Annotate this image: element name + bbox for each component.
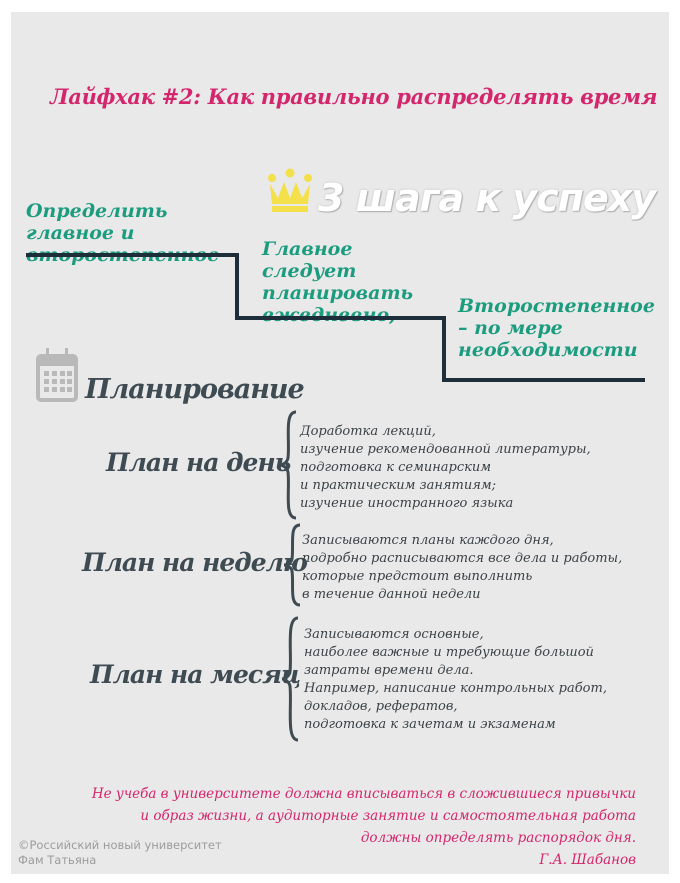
quote-line: и образ жизни, а аудиторные занятие и самостоятельная работа xyxy=(140,808,636,824)
plan-week-line: в течение данной недели xyxy=(302,587,481,602)
plan-day-description xyxy=(300,423,591,513)
plan-day-line: изучение рекомендованной литературы, xyxy=(300,442,591,457)
plan-day-line: и практическим занятиям; xyxy=(300,478,496,493)
plan-day-line: Доработка лекций, xyxy=(300,424,436,439)
steps-heading: 3 шага к успеху xyxy=(318,176,656,220)
plan-week-line: которые предстоит выполнить xyxy=(302,569,533,584)
plan-month-brace xyxy=(280,616,302,742)
plan-month-description xyxy=(304,626,607,734)
page-title: Лайфхак #2: Как правильно распределять время xyxy=(50,84,658,109)
copyright-watermark xyxy=(18,838,222,868)
copyright-line-1: ©Российский новый университет xyxy=(18,838,222,852)
step-3-text: Второстепенное – по мере необходимости xyxy=(458,295,655,361)
plan-week-line: Записываются планы каждого дня, xyxy=(302,533,554,548)
plan-month-line: докладов, рефератов, xyxy=(304,699,458,714)
plan-day-line: подготовка к семинарским xyxy=(300,460,492,475)
plan-month-line: подготовка к зачетам и экзаменам xyxy=(304,717,556,732)
planning-heading: Планирование xyxy=(85,374,304,405)
quote-line: Не учеба в университете должна вписываться в сложившиеся привычки xyxy=(91,786,636,802)
plan-week-label: План на неделю xyxy=(82,548,307,577)
plan-day-brace xyxy=(278,410,300,520)
plan-month-line: наиболее важные и требующие большой xyxy=(304,645,594,660)
plan-week-description xyxy=(302,532,622,604)
copyright-line-2: Фам Татьяна xyxy=(18,853,97,867)
step-2-text: Главное следует планировать ежедневно, xyxy=(262,238,414,326)
plan-day-line: изучение иностранного языка xyxy=(300,496,514,511)
plan-month-label: План на месяц xyxy=(90,660,301,689)
plan-day-label: План на день xyxy=(106,448,291,477)
plan-week-brace xyxy=(282,523,304,607)
plan-month-line: Например, написание контрольных работ, xyxy=(304,681,607,696)
step-1-text: Определить главное и второстепенное xyxy=(26,200,220,266)
plan-week-line: подробно расписываются все дела и работы, xyxy=(302,551,623,566)
quote-author: Г.А. Шабанов xyxy=(539,852,636,868)
quote-line: должны определять распорядок дня. xyxy=(360,830,636,846)
plan-month-line: Записываются основные, xyxy=(304,627,484,642)
calendar-icon xyxy=(36,348,78,402)
plan-month-line: затраты времени дела. xyxy=(304,663,474,678)
